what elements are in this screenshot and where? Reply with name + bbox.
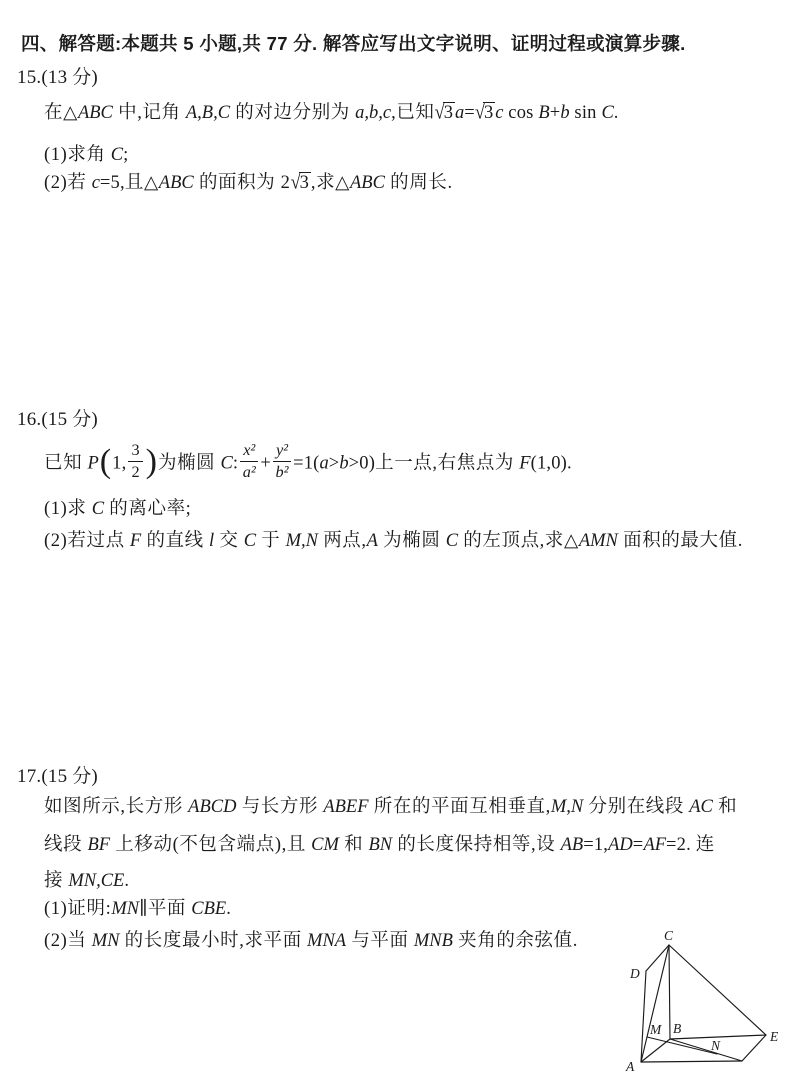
text-segment: CM xyxy=(311,835,339,855)
figure-edges xyxy=(641,945,766,1062)
problem-15-statement xyxy=(44,101,619,125)
text-segment: = xyxy=(464,103,475,123)
text-segment: ,求△ xyxy=(310,173,350,193)
text-segment: C xyxy=(220,453,233,474)
text-segment: √3 xyxy=(290,171,309,195)
text-segment: √3 xyxy=(434,101,453,125)
text-segment: =2. xyxy=(666,835,696,855)
text-segment: 和 xyxy=(338,835,369,855)
figure-label-d: D xyxy=(630,966,640,981)
text-segment: b xyxy=(339,453,349,474)
text-segment: (2)若 xyxy=(44,173,92,193)
text-segment: MNA xyxy=(307,931,347,951)
text-segment: (2)若过点 xyxy=(44,531,130,551)
text-segment: BF xyxy=(87,835,111,855)
text-segment: AMN xyxy=(578,531,618,551)
text-segment: 的长度保持相等,设 xyxy=(392,835,561,855)
text-segment: =1, xyxy=(583,835,609,855)
text-segment: 中,记角 xyxy=(112,103,186,123)
figure-labels xyxy=(625,928,779,1074)
problem-17-part-1 xyxy=(44,897,231,921)
text-segment: F xyxy=(129,531,142,551)
text-segment: b xyxy=(560,103,570,123)
problem-16-part-1 xyxy=(44,497,191,521)
text-segment: 和 xyxy=(712,797,738,817)
text-segment: AD xyxy=(608,835,633,855)
text-segment: 已知 xyxy=(44,453,88,474)
text-segment: C xyxy=(601,103,614,123)
text-segment: 为椭圆 xyxy=(157,453,221,474)
text-segment: (1)求角 xyxy=(44,145,111,165)
text-segment: C xyxy=(110,145,124,165)
text-segment: ABEF xyxy=(323,797,369,817)
edge-CE xyxy=(669,945,766,1035)
text-segment: 分别在线段 xyxy=(583,797,690,817)
problem-17-statement-line-3 xyxy=(44,869,129,893)
text-segment: $\frac{\text{y²}}{\text{b²}}$ xyxy=(273,441,291,481)
problem-16-statement xyxy=(44,440,572,484)
text-segment: $\frac{3}{2}$ xyxy=(128,441,142,481)
edge-CA xyxy=(641,945,669,1062)
text-segment: c xyxy=(495,103,504,123)
text-segment: : xyxy=(232,453,239,474)
problem-17-statement-line-2 xyxy=(44,833,715,857)
text-segment: 在△ xyxy=(44,103,78,123)
text-segment: AC xyxy=(689,797,713,817)
problem-17-number: 17.(15 分) xyxy=(17,766,98,787)
text-segment: ABC xyxy=(158,173,194,193)
text-segment: ( xyxy=(99,442,112,480)
problem-15-number: 15.(13 分) xyxy=(17,67,98,88)
text-segment: =5, xyxy=(99,173,125,193)
text-segment: MNB xyxy=(413,931,453,951)
text-segment: 的左顶点,求△ xyxy=(458,531,579,551)
text-segment: =1( xyxy=(293,453,320,474)
text-segment: 的直线 xyxy=(141,531,209,551)
text-segment: B xyxy=(538,103,550,123)
text-segment: (2)当 xyxy=(44,931,92,951)
text-segment: 上移动(不包含端点),且 xyxy=(110,835,312,855)
text-segment: (1)求 xyxy=(44,499,92,519)
edge-AF xyxy=(641,1061,742,1062)
figure-label-n: N xyxy=(711,1038,721,1053)
text-segment: MN xyxy=(111,899,140,919)
edge-BF xyxy=(670,1039,742,1061)
figure-label-c: C xyxy=(664,928,674,943)
text-segment: 且△ xyxy=(124,173,159,193)
text-segment: 两点, xyxy=(317,531,367,551)
text-segment: 平面 xyxy=(147,899,192,919)
text-segment: C xyxy=(243,531,257,551)
text-segment: $\frac{\text{x²}}{\text{a²}}$ xyxy=(240,441,258,481)
text-segment: sin xyxy=(569,103,602,123)
text-segment: M,N xyxy=(550,797,584,817)
text-segment: 夹角的余弦值. xyxy=(452,931,578,951)
problem-17-part-2 xyxy=(44,929,578,953)
text-segment: . xyxy=(124,871,130,891)
text-segment: + xyxy=(260,453,271,474)
text-segment: 上一点,右焦点为 xyxy=(375,453,520,474)
text-segment: 交 xyxy=(214,531,244,551)
text-segment: M,N xyxy=(285,531,318,551)
text-segment: F xyxy=(519,453,531,474)
edge-CB xyxy=(669,945,670,1039)
text-segment: 为椭圆 xyxy=(377,531,446,551)
text-segment: ) xyxy=(145,442,157,480)
text-segment: √3 xyxy=(474,101,494,125)
figure-label-e: E xyxy=(770,1029,779,1044)
text-segment: 1, xyxy=(112,453,127,474)
problem-15-part-1 xyxy=(44,143,128,167)
text-segment: 的面积为 2 xyxy=(193,173,291,193)
text-segment: ABC xyxy=(350,173,385,193)
text-segment: MN xyxy=(91,931,120,951)
problem-16-part-2 xyxy=(44,529,743,553)
figure-label-m: M xyxy=(650,1022,662,1037)
text-segment: 连 xyxy=(695,835,715,855)
text-segment: 的周长. xyxy=(384,173,453,193)
text-segment: AB xyxy=(560,835,584,855)
problem-17-statement-line-1 xyxy=(44,795,737,819)
text-segment: = xyxy=(632,835,644,855)
problem-16-number: 16.(15 分) xyxy=(17,409,98,430)
text-segment: C xyxy=(91,499,105,519)
text-segment: 的离心率; xyxy=(104,499,192,519)
geometry-figure xyxy=(605,915,800,1092)
text-segment: 接 xyxy=(44,871,69,891)
text-segment: ; xyxy=(123,145,129,165)
text-segment: 如图所示,长方形 xyxy=(44,797,189,817)
text-segment: (1)证明: xyxy=(44,899,112,919)
text-segment: ∥ xyxy=(139,899,148,919)
text-segment: . xyxy=(226,899,232,919)
figure-label-b: B xyxy=(673,1021,682,1036)
text-segment: 的对边分别为 xyxy=(230,103,356,123)
text-segment: > xyxy=(328,453,340,474)
text-segment: CBE xyxy=(191,899,227,919)
text-segment: 所在的平面互相垂直, xyxy=(368,797,551,817)
text-segment: 面积的最大值. xyxy=(617,531,743,551)
figure-label-a: A xyxy=(626,1059,635,1074)
edge-MN xyxy=(647,1037,717,1054)
text-segment: cos xyxy=(503,103,539,123)
text-segment: a,b,c xyxy=(355,103,392,123)
text-segment: P xyxy=(87,453,99,474)
text-segment: 与长方形 xyxy=(236,797,324,817)
section-header: 四、解答题:本题共 5 小题,共 77 分. 解答应写出文字说明、证明过程或演算步骤. xyxy=(21,33,686,54)
text-segment: + xyxy=(549,103,561,123)
edge-DA xyxy=(641,971,646,1062)
text-segment: 与平面 xyxy=(346,931,414,951)
text-segment: BN xyxy=(368,835,393,855)
problem-15-part-2 xyxy=(44,171,453,195)
text-segment: MN,CE xyxy=(68,871,125,891)
text-segment: A xyxy=(366,531,378,551)
edge-EF xyxy=(742,1035,766,1061)
text-segment: ABCD xyxy=(188,797,237,817)
text-segment: ABC xyxy=(77,103,113,123)
text-segment: >0) xyxy=(348,453,376,474)
text-segment: 于 xyxy=(256,531,286,551)
text-segment: l xyxy=(208,531,215,551)
text-segment: A,B,C xyxy=(185,103,231,123)
text-segment: (1,0). xyxy=(530,453,572,474)
text-segment: a xyxy=(319,453,329,474)
text-segment: . xyxy=(613,103,619,123)
text-segment: AF xyxy=(643,835,667,855)
text-segment: c xyxy=(91,173,100,193)
text-segment: C xyxy=(445,531,459,551)
text-segment: 的长度最小时,求平面 xyxy=(119,931,308,951)
text-segment: a xyxy=(454,103,465,123)
text-segment: 线段 xyxy=(44,835,88,855)
text-segment: ,已知 xyxy=(391,103,435,123)
